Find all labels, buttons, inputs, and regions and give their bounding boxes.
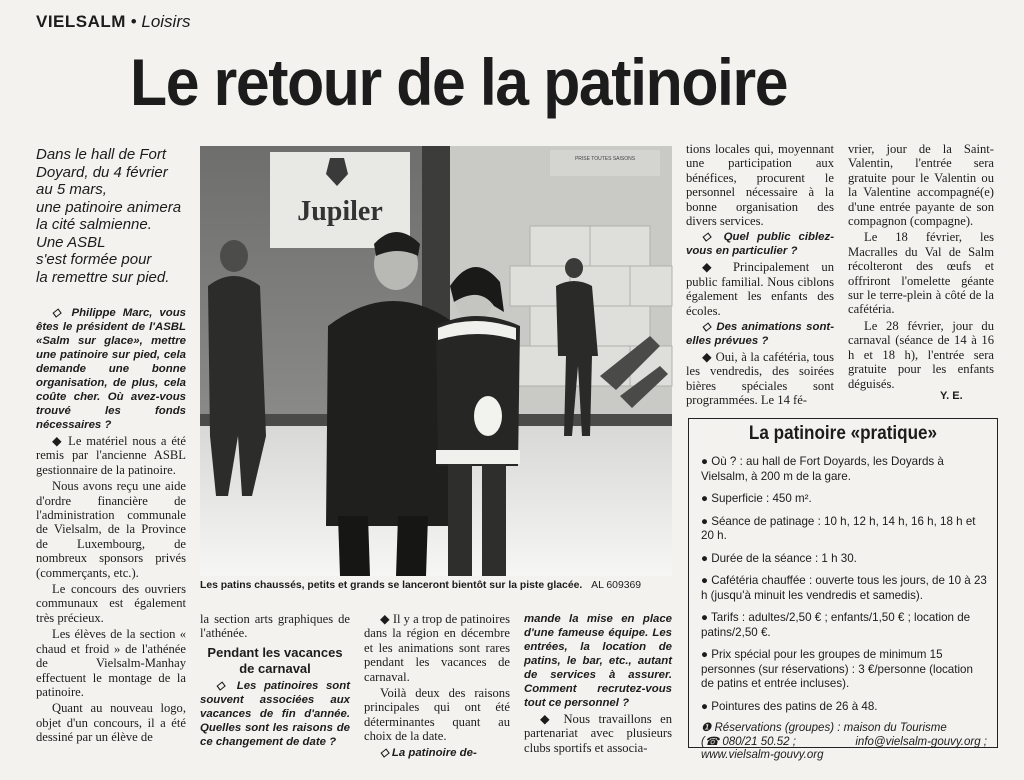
chapo-line: s'est formée pour <box>36 251 152 268</box>
interview-question: ◇ La patinoire de- <box>380 746 477 759</box>
article-column-4 <box>524 612 672 755</box>
chapo-line: Dans le hall de Fort <box>36 146 167 163</box>
skating-rink-photo <box>200 146 672 576</box>
interview-question: ◇ Des animations sont-elles prévues ? <box>686 321 834 348</box>
reservation-line: ❶ Réservations (groupes) : maison du Tourisme <box>701 722 947 734</box>
reservation-contact <box>701 722 987 763</box>
phone-number: (☎ 080/21 50.52 ; <box>701 735 796 748</box>
article-column-5 <box>686 142 834 408</box>
chapo-line: une patinoire animera <box>36 198 182 216</box>
interview-question: ◇ Philippe Marc, vous êtes le président de l'ASBL «Salm sur glace», mettre une patinoire sur pied, cela demande une bonne organisation, de plus, cela coûte cher. Où avez-vous trouvé les fonds nécessaires ? <box>36 307 186 431</box>
paragraph: ◆ Oui, à la cafétéria, tous les vendredis, des soirées bières spéciales sont programmées. Le 14 fé- <box>686 350 834 408</box>
article-column-3 <box>364 612 510 759</box>
photo-credit: AL 609369 <box>591 580 642 591</box>
chapo-line: au 5 mars, <box>36 181 107 198</box>
chapo-line: Doyard, du 4 février <box>36 163 168 181</box>
info-item: ● Durée de la séance : 1 h 30. <box>701 551 857 565</box>
headline: Le retour de la patinoire <box>130 45 788 119</box>
interview-question: ◇ Les patinoires sont souvent associées aux vacances de fin d'année. Quelles sont les raisons de ce changement de date ? <box>200 679 350 748</box>
news-photo <box>200 146 672 576</box>
paragraph: Voilà deux des raisons principales qui ont été déterminantes quant au choix de la date. <box>364 686 510 744</box>
intro-chapo <box>36 146 196 286</box>
wall-sign-text: PRISE TOUTES SAISONS <box>574 156 636 162</box>
email-address[interactable]: info@vielsalm-gouvy.org ; <box>855 735 987 748</box>
practical-info-box <box>688 418 998 761</box>
chapo-line: la cité salmienne. <box>36 216 152 233</box>
chapo-line: Une ASBL <box>36 233 106 251</box>
article-column-2 <box>200 612 350 746</box>
paragraph: tions locales qui, moyennant une participation aux bénéfices, procurent le personnel nécessaire à la bonne organisation des divers services. <box>686 142 834 229</box>
paragraph: Les élèves de la section « chaud et froid » de l'athénée de Vielsalm-Manhay effectuent le montage de la patinoire. <box>36 627 186 699</box>
paragraph: Le concours des ouvriers communaux est également très précieux. <box>36 582 186 625</box>
section-kicker <box>36 12 191 32</box>
paragraph: Le 28 février, jour du carnaval (séance de 14 à 16 h et 18 h), l'entrée sera gratuite pour les enfants déguisés. <box>848 318 994 391</box>
photo-caption <box>200 580 676 591</box>
info-item: ● Cafétéria chauffée : ouverte tous les jours, de 10 à 23 h (jusqu'à minuit les vendredis et samedis). <box>701 574 987 602</box>
paragraph: Nous avons reçu une aide d'ordre financière de l'administration communale de Vielsalm, de la Province de Luxembourg, de nombreux sponsors privés (commerçants, etc.). <box>36 479 186 580</box>
paragraph: vrier, jour de la Saint-Valentin, l'entrée sera gratuite pour le Valentin ou la Valentine accompagné(e) d'une entrée payante de son compagnon (compagne). <box>848 142 994 229</box>
info-item: ● Prix spécial pour les groupes de minimum 15 personnes (sur réservations) : 3 €/personne (location de patins et entrée incluses). <box>701 648 973 690</box>
website-link[interactable]: www.vielsalm-gouvy.org <box>701 749 824 761</box>
bullet-separator: • <box>130 12 142 31</box>
subheading: Pendant les vacances de carnaval <box>207 644 343 676</box>
article-column-6 <box>848 142 994 391</box>
chapo-line: la remettre sur pied. <box>36 268 170 286</box>
author-signature: Y. E. <box>940 390 963 402</box>
paragraph: la section arts graphiques de l'athénée. <box>200 612 350 641</box>
paragraph: ◆ Principalement un public familial. Nous ciblons également les enfants des écoles. <box>686 260 834 318</box>
interview-question: mande la mise en place d'une fameuse équipe. Les entrées, la location de patins, le bar, etc., autant de services à assurer. Comment recrutez-vous tout ce personnel ? <box>524 613 672 709</box>
kicker-section: Loisirs <box>141 12 191 31</box>
paragraph: ◆ Le matériel nous a été remis par l'ancienne ASBL gestionnaire de la patinoire. <box>36 434 186 477</box>
interview-question: ◇ Quel public ciblez-vous en particulier ? <box>686 231 834 258</box>
info-item: ● Superficie : 450 m². <box>701 492 812 505</box>
article-column-1 <box>36 306 186 746</box>
banner-text: Jupiler <box>297 196 383 227</box>
contact-row <box>701 736 987 750</box>
kicker-place: VIELSALM <box>36 12 126 31</box>
paragraph: Le 18 février, les Macralles du Val de Salm récolteront des œufs et offriront l'omelette géante sur le terre-plein à côté de la cafétéria. <box>848 230 994 317</box>
info-item: ● Pointures des patins de 26 à 48. <box>701 699 878 713</box>
info-item: ● Tarifs : adultes/2,50 € ; enfants/1,50 € ; location de patins/2,50 €. <box>701 611 971 639</box>
box-title: La patinoire «pratique» <box>748 423 938 444</box>
paragraph: Quant au nouveau logo, objet d'un concours, il a été dessiné par un élève de <box>36 701 186 745</box>
info-item: ● Séance de patinage : 10 h, 12 h, 14 h, 16 h, 18 h et 20 h. <box>701 514 976 542</box>
paragraph: ◆ Nous travaillons en partenariat avec plusieurs clubs sportifs et associa- <box>524 712 672 755</box>
info-item: ● Où ? : au hall de Fort Doyards, les Doyards à Vielsalm, à 200 m de la gare. <box>701 455 944 483</box>
caption-text: Les patins chaussés, petits et grands se lanceront bientôt sur la piste glacée. <box>200 580 583 591</box>
paragraph: ◆ Il y a trop de patinoires dans la région en décembre et les animations sont rares pendant les vacances de carnaval. <box>364 612 510 684</box>
